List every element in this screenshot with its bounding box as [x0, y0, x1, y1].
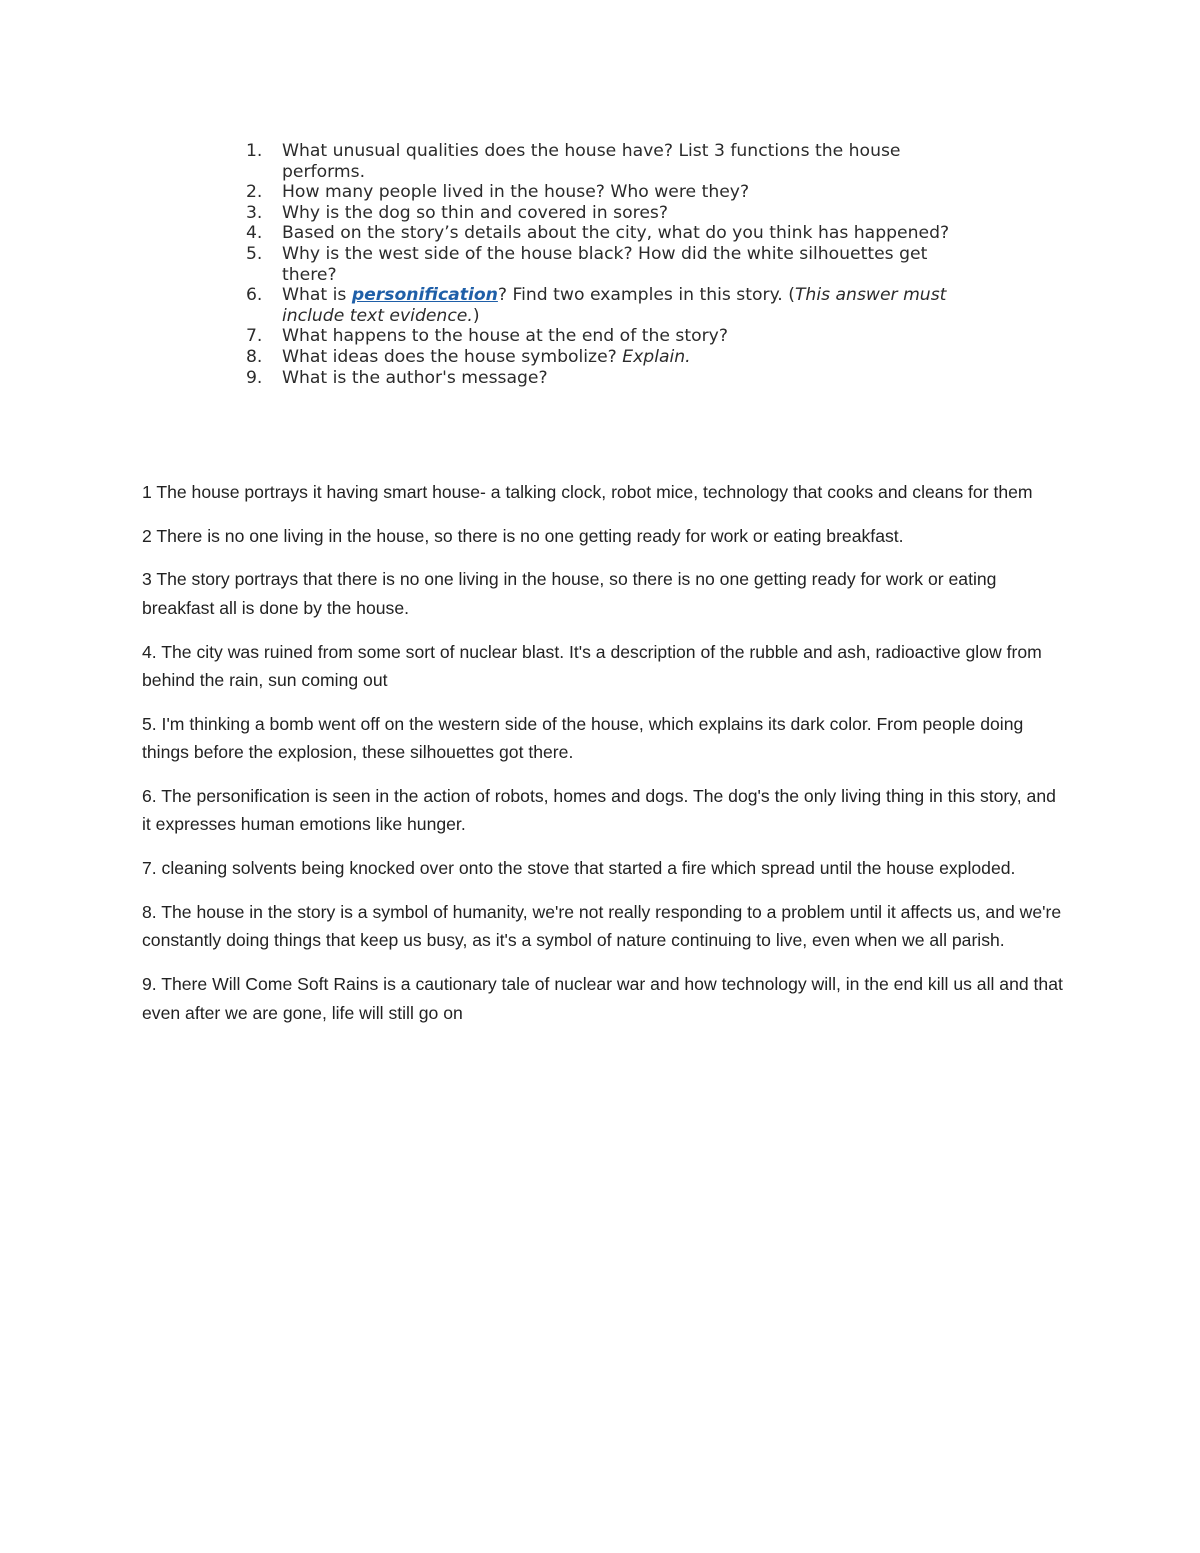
question-text: What happens to the house at the end of the story? [282, 326, 728, 347]
question-number: 9. [246, 367, 263, 388]
question-number: 5. [246, 243, 263, 264]
question-item [246, 285, 986, 326]
question-number: 6. [246, 285, 263, 306]
answer-paragraph: 2 There is no one living in the house, so there is no one getting ready for work or eating breakfast. [142, 525, 904, 546]
question-item [246, 182, 986, 203]
question-number: 4. [246, 223, 263, 244]
question-number: 7. [246, 326, 263, 347]
question-text: What unusual qualities does the house have? List 3 functions the house performs. [282, 141, 901, 182]
question-number: 1. [246, 141, 263, 161]
question-text [282, 347, 986, 368]
question-item [246, 368, 986, 389]
question-item [246, 244, 986, 285]
question-text: Why is the dog so thin and covered in sores? [282, 202, 668, 223]
question-emphasis: Explain. [622, 346, 691, 367]
answer-paragraph: 7. cleaning solvents being knocked over onto the stove that started a fire which spread until the house exploded. [142, 858, 1016, 879]
question-list [246, 141, 986, 388]
question-text: How many people lived in the house? Who were they? [282, 182, 750, 203]
question-number: 3. [246, 202, 263, 223]
answer-list [142, 478, 1067, 1042]
question-text-part: ? Find two examples in this story. ( [497, 285, 795, 306]
question-emphasis: This answer must include text evidence. [282, 285, 947, 326]
question-item [246, 347, 986, 368]
answer-paragraph: 8. The house in the story is a symbol of humanity, we're not really responding to a problem until it affects us, and we're constantly doing things that keep us busy, as it's a symbol of nature continuing to live, even when we all parish. [142, 901, 1062, 951]
question-item [246, 223, 986, 244]
question-item [246, 141, 986, 182]
question-text: Why is the west side of the house black? How did the white silhouettes get there? [282, 243, 928, 285]
question-text-part: What is [282, 285, 352, 306]
answer-paragraph: 3 The story portrays that there is no one living in the house, so there is no one getting ready for work or eating breakfast all is done by the house. [142, 569, 997, 618]
question-text: Based on the story’s details about the city, what do you think has happened? [282, 223, 950, 244]
question-number: 8. [246, 346, 263, 367]
answer-paragraph: 5. I'm thinking a bomb went off on the western side of the house, which explains its dark color. From people doing things before the explosion, these silhouettes got there. [142, 713, 1024, 763]
answer-paragraph: 4. The city was ruined from some sort of nuclear blast. It's a description of the rubble and ash, radioactive glow from behind the rain, sun coming out [142, 641, 1042, 691]
question-text-part: What ideas does the house symbolize? [282, 346, 623, 367]
question-item [246, 203, 986, 224]
question-text-part: ) [472, 305, 480, 326]
answer-paragraph: 1 The house portrays it having smart house- a talking clock, robot mice, technology that cooks and cleans for them [142, 482, 1033, 502]
personification-link[interactable]: personification [351, 285, 498, 306]
question-item [246, 326, 986, 347]
question-text: What is the author's message? [282, 367, 548, 388]
answer-paragraph: 6. The personification is seen in the action of robots, homes and dogs. The dog's the only living thing in this story, and it expresses human emotions like hunger. [142, 785, 1056, 835]
question-number: 2. [246, 182, 263, 203]
answer-paragraph: 9. There Will Come Soft Rains is a cautionary tale of nuclear war and how technology will, in the end kill us all and that even after we are gone, life will still go on [142, 974, 1063, 1023]
question-text [282, 285, 986, 326]
